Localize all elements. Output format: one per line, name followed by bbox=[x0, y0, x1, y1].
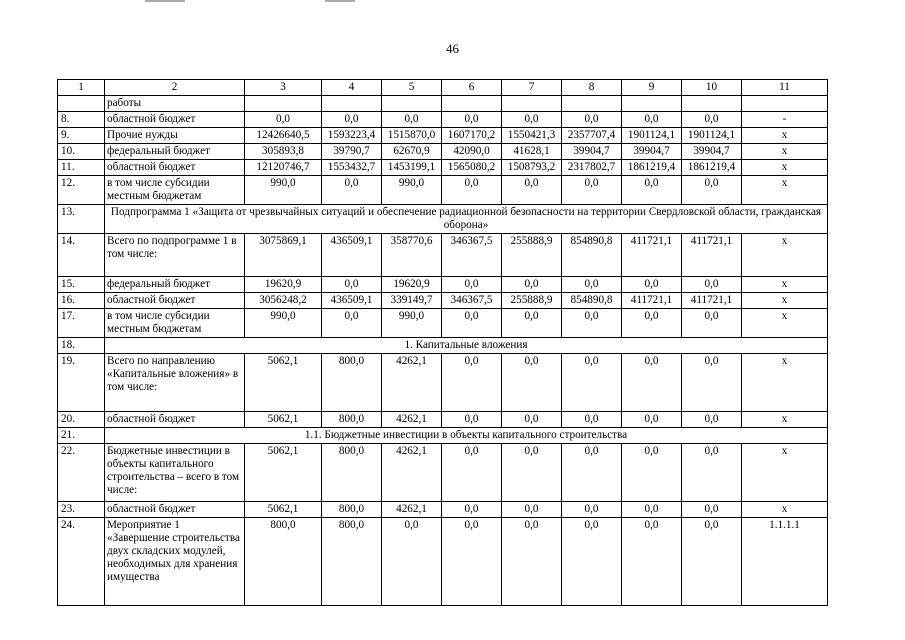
value-cell: 0,0 bbox=[502, 112, 562, 128]
value-cell: 1508793,2 bbox=[502, 160, 562, 176]
row-number-cell: 9. bbox=[58, 128, 105, 144]
row-label-cell: областной бюджет bbox=[105, 293, 245, 309]
section-title-cell: Подпрограмма 1 «Защита от чрезвычайных ситуаций и обеспечение радиационной безопасности на территории Свердловской области, гражданская оборона» bbox=[105, 205, 828, 234]
value-cell: 0,0 bbox=[562, 412, 622, 428]
value-cell: 346367,5 bbox=[442, 234, 502, 277]
table-row bbox=[58, 293, 828, 309]
table-row bbox=[58, 518, 828, 606]
row-label-cell: Бюджетные инвестиции в объекты капитального строительства – всего в том числе: bbox=[105, 444, 245, 502]
value-cell: 4262,1 bbox=[382, 412, 442, 428]
value-cell: 0,0 bbox=[682, 444, 742, 502]
row-number-cell: 15. bbox=[58, 277, 105, 293]
value-cell: 2317802,7 bbox=[562, 160, 622, 176]
value-cell: 0,0 bbox=[682, 502, 742, 518]
row-label-cell: федеральный бюджет bbox=[105, 144, 245, 160]
row-label-cell: Мероприятие 1 «Завершение строительства двух складских модулей, необходимых для хранения имущества bbox=[105, 518, 245, 606]
value-cell: 4262,1 bbox=[382, 444, 442, 502]
value-cell: 0,0 bbox=[502, 176, 562, 205]
value-cell: 42090,0 bbox=[442, 144, 502, 160]
value-cell: 0,0 bbox=[682, 518, 742, 606]
value-cell: 4262,1 bbox=[382, 502, 442, 518]
row-label-cell: в том числе субсидии местным бюджетам bbox=[105, 176, 245, 205]
row-number-cell: 17. bbox=[58, 309, 105, 338]
reference-cell: х bbox=[742, 412, 828, 428]
row-number-cell: 19. bbox=[58, 354, 105, 412]
value-cell: 0,0 bbox=[322, 112, 382, 128]
value-cell: 0,0 bbox=[502, 518, 562, 606]
table-row bbox=[58, 502, 828, 518]
reference-cell: 1.1.1.1 bbox=[742, 518, 828, 606]
value-cell: 0,0 bbox=[502, 354, 562, 412]
value-cell: 0,0 bbox=[442, 354, 502, 412]
value-cell: 5062,1 bbox=[245, 444, 322, 502]
table-row bbox=[58, 234, 828, 277]
table-row bbox=[58, 176, 828, 205]
table-row bbox=[58, 444, 828, 502]
table-row bbox=[58, 144, 828, 160]
value-cell: 1901124,1 bbox=[682, 128, 742, 144]
value-cell: 358770,6 bbox=[382, 234, 442, 277]
value-cell: 1565080,2 bbox=[442, 160, 502, 176]
reference-cell: х bbox=[742, 277, 828, 293]
table-row bbox=[58, 160, 828, 176]
reference-cell: х bbox=[742, 144, 828, 160]
reference-cell: х bbox=[742, 309, 828, 338]
row-number-cell: 24. bbox=[58, 518, 105, 606]
column-header: 5 bbox=[382, 80, 442, 96]
value-cell: 990,0 bbox=[382, 176, 442, 205]
row-number-cell: 20. bbox=[58, 412, 105, 428]
value-cell: 39790,7 bbox=[322, 144, 382, 160]
value-cell: 0,0 bbox=[622, 502, 682, 518]
value-cell: 3056248,2 bbox=[245, 293, 322, 309]
value-cell: 5062,1 bbox=[245, 412, 322, 428]
value-cell: 800,0 bbox=[245, 518, 322, 606]
value-cell: 12120746,7 bbox=[245, 160, 322, 176]
value-cell: 0,0 bbox=[562, 277, 622, 293]
value-cell: 255888,9 bbox=[502, 234, 562, 277]
value-cell: 411721,1 bbox=[622, 234, 682, 277]
value-cell: 0,0 bbox=[322, 176, 382, 205]
value-cell: 305893,8 bbox=[245, 144, 322, 160]
table-row bbox=[58, 112, 828, 128]
value-cell: 0,0 bbox=[622, 354, 682, 412]
column-header: 4 bbox=[322, 80, 382, 96]
value-cell: 436509,1 bbox=[322, 293, 382, 309]
row-label-cell: областной бюджет bbox=[105, 160, 245, 176]
row-number-cell: 22. bbox=[58, 444, 105, 502]
row-number-cell: 11. bbox=[58, 160, 105, 176]
value-cell: 0,0 bbox=[442, 277, 502, 293]
value-cell: 0,0 bbox=[562, 176, 622, 205]
row-label-cell: Всего по подпрограмме 1 в том числе: bbox=[105, 234, 245, 277]
table-row bbox=[58, 277, 828, 293]
value-cell: 0,0 bbox=[682, 112, 742, 128]
value-cell: 19620,9 bbox=[382, 277, 442, 293]
reference-cell: х bbox=[742, 128, 828, 144]
column-header: 3 bbox=[245, 80, 322, 96]
row-number-cell: 8. bbox=[58, 112, 105, 128]
value-cell: 0,0 bbox=[682, 354, 742, 412]
table-row bbox=[58, 412, 828, 428]
column-header: 10 bbox=[682, 80, 742, 96]
value-cell: 0,0 bbox=[682, 176, 742, 205]
value-cell: 1861219,4 bbox=[682, 160, 742, 176]
value-cell: 1593223,4 bbox=[322, 128, 382, 144]
value-cell: 255888,9 bbox=[502, 293, 562, 309]
value-cell: 0,0 bbox=[322, 309, 382, 338]
value-cell bbox=[245, 96, 322, 112]
value-cell: 411721,1 bbox=[622, 293, 682, 309]
value-cell: 0,0 bbox=[562, 502, 622, 518]
value-cell: 39904,7 bbox=[682, 144, 742, 160]
value-cell: 0,0 bbox=[502, 444, 562, 502]
row-label-cell: областной бюджет bbox=[105, 502, 245, 518]
row-label-cell: в том числе субсидии местным бюджетам bbox=[105, 309, 245, 338]
section-row bbox=[58, 205, 828, 234]
value-cell: 0,0 bbox=[322, 277, 382, 293]
value-cell: 0,0 bbox=[442, 412, 502, 428]
value-cell bbox=[322, 96, 382, 112]
value-cell: 1550421,3 bbox=[502, 128, 562, 144]
column-header: 6 bbox=[442, 80, 502, 96]
value-cell: 990,0 bbox=[382, 309, 442, 338]
value-cell: 0,0 bbox=[382, 112, 442, 128]
scan-mark-left bbox=[145, 0, 185, 2]
value-cell: 854890,8 bbox=[562, 293, 622, 309]
value-cell: 990,0 bbox=[245, 309, 322, 338]
value-cell: 2357707,4 bbox=[562, 128, 622, 144]
value-cell: 0,0 bbox=[562, 518, 622, 606]
value-cell: 0,0 bbox=[622, 176, 682, 205]
column-header: 11 bbox=[742, 80, 828, 96]
value-cell: 1901124,1 bbox=[622, 128, 682, 144]
value-cell: 0,0 bbox=[442, 176, 502, 205]
value-cell: 5062,1 bbox=[245, 502, 322, 518]
value-cell: 0,0 bbox=[502, 309, 562, 338]
value-cell: 0,0 bbox=[562, 354, 622, 412]
row-number-cell: 10. bbox=[58, 144, 105, 160]
value-cell: 0,0 bbox=[442, 502, 502, 518]
value-cell: 4262,1 bbox=[382, 354, 442, 412]
value-cell: 800,0 bbox=[322, 518, 382, 606]
value-cell: 0,0 bbox=[502, 502, 562, 518]
row-number-cell: 21. bbox=[58, 428, 105, 444]
row-number-cell bbox=[58, 96, 105, 112]
value-cell: 39904,7 bbox=[562, 144, 622, 160]
value-cell: 1515870,0 bbox=[382, 128, 442, 144]
value-cell: 0,0 bbox=[562, 309, 622, 338]
value-cell: 0,0 bbox=[622, 112, 682, 128]
value-cell bbox=[382, 96, 442, 112]
value-cell: 411721,1 bbox=[682, 234, 742, 277]
table-row bbox=[58, 96, 828, 112]
value-cell: 0,0 bbox=[622, 444, 682, 502]
row-number-cell: 18. bbox=[58, 338, 105, 354]
value-cell bbox=[682, 96, 742, 112]
value-cell: 0,0 bbox=[562, 112, 622, 128]
row-label-cell: работы bbox=[105, 96, 245, 112]
value-cell: 3075869,1 bbox=[245, 234, 322, 277]
section-row bbox=[58, 428, 828, 444]
value-cell: 1607170,2 bbox=[442, 128, 502, 144]
value-cell: 19620,9 bbox=[245, 277, 322, 293]
row-number-cell: 23. bbox=[58, 502, 105, 518]
section-title-cell: 1.1. Бюджетные инвестиции в объекты капитального строительства bbox=[105, 428, 828, 444]
value-cell: 411721,1 bbox=[682, 293, 742, 309]
table-row bbox=[58, 354, 828, 412]
value-cell: 346367,5 bbox=[442, 293, 502, 309]
reference-cell: х bbox=[742, 176, 828, 205]
reference-cell: х bbox=[742, 293, 828, 309]
scan-mark-right bbox=[325, 0, 355, 2]
value-cell: 0,0 bbox=[442, 112, 502, 128]
row-number-cell: 12. bbox=[58, 176, 105, 205]
value-cell: 39904,7 bbox=[622, 144, 682, 160]
value-cell: 0,0 bbox=[502, 277, 562, 293]
reference-cell: х bbox=[742, 502, 828, 518]
value-cell bbox=[562, 96, 622, 112]
value-cell: 0,0 bbox=[245, 112, 322, 128]
row-label-cell: Всего по направлению «Капитальные вложения» в том числе: bbox=[105, 354, 245, 412]
value-cell: 41628,1 bbox=[502, 144, 562, 160]
value-cell: 0,0 bbox=[622, 277, 682, 293]
value-cell: 0,0 bbox=[562, 444, 622, 502]
row-label-cell: областной бюджет bbox=[105, 412, 245, 428]
row-label-cell: Прочие нужды bbox=[105, 128, 245, 144]
value-cell: 0,0 bbox=[502, 412, 562, 428]
value-cell: 854890,8 bbox=[562, 234, 622, 277]
value-cell bbox=[502, 96, 562, 112]
column-header: 2 bbox=[105, 80, 245, 96]
reference-cell: - bbox=[742, 112, 828, 128]
value-cell: 0,0 bbox=[682, 277, 742, 293]
value-cell: 436509,1 bbox=[322, 234, 382, 277]
value-cell: 0,0 bbox=[622, 518, 682, 606]
value-cell bbox=[622, 96, 682, 112]
column-header: 7 bbox=[502, 80, 562, 96]
value-cell: 12426640,5 bbox=[245, 128, 322, 144]
value-cell: 1861219,4 bbox=[622, 160, 682, 176]
value-cell: 0,0 bbox=[622, 309, 682, 338]
row-number-cell: 14. bbox=[58, 234, 105, 277]
reference-cell: х bbox=[742, 160, 828, 176]
column-header: 8 bbox=[562, 80, 622, 96]
row-label-cell: федеральный бюджет bbox=[105, 277, 245, 293]
table-row bbox=[58, 309, 828, 338]
value-cell: 62670,9 bbox=[382, 144, 442, 160]
value-cell: 990,0 bbox=[245, 176, 322, 205]
value-cell: 800,0 bbox=[322, 354, 382, 412]
header-row bbox=[58, 80, 828, 96]
row-number-cell: 13. bbox=[58, 205, 105, 234]
value-cell: 0,0 bbox=[682, 412, 742, 428]
value-cell bbox=[442, 96, 502, 112]
column-header: 9 bbox=[622, 80, 682, 96]
value-cell: 800,0 bbox=[322, 412, 382, 428]
value-cell: 1453199,1 bbox=[382, 160, 442, 176]
budget-table bbox=[57, 79, 828, 606]
row-label-cell: областной бюджет bbox=[105, 112, 245, 128]
row-number-cell: 16. bbox=[58, 293, 105, 309]
section-title-cell: 1. Капитальные вложения bbox=[105, 338, 828, 354]
page-number: 46 bbox=[446, 41, 459, 56]
value-cell: 1553432,7 bbox=[322, 160, 382, 176]
column-header: 1 bbox=[58, 80, 105, 96]
value-cell: 0,0 bbox=[622, 412, 682, 428]
value-cell: 5062,1 bbox=[245, 354, 322, 412]
reference-cell: х bbox=[742, 444, 828, 502]
value-cell: 0,0 bbox=[442, 518, 502, 606]
value-cell: 339149,7 bbox=[382, 293, 442, 309]
reference-cell bbox=[742, 96, 828, 112]
reference-cell: х bbox=[742, 234, 828, 277]
reference-cell: х bbox=[742, 354, 828, 412]
value-cell: 0,0 bbox=[442, 444, 502, 502]
value-cell: 800,0 bbox=[322, 502, 382, 518]
value-cell: 0,0 bbox=[682, 309, 742, 338]
value-cell: 800,0 bbox=[322, 444, 382, 502]
table-row bbox=[58, 128, 828, 144]
value-cell: 0,0 bbox=[442, 309, 502, 338]
section-row bbox=[58, 338, 828, 354]
value-cell: 0,0 bbox=[382, 518, 442, 606]
